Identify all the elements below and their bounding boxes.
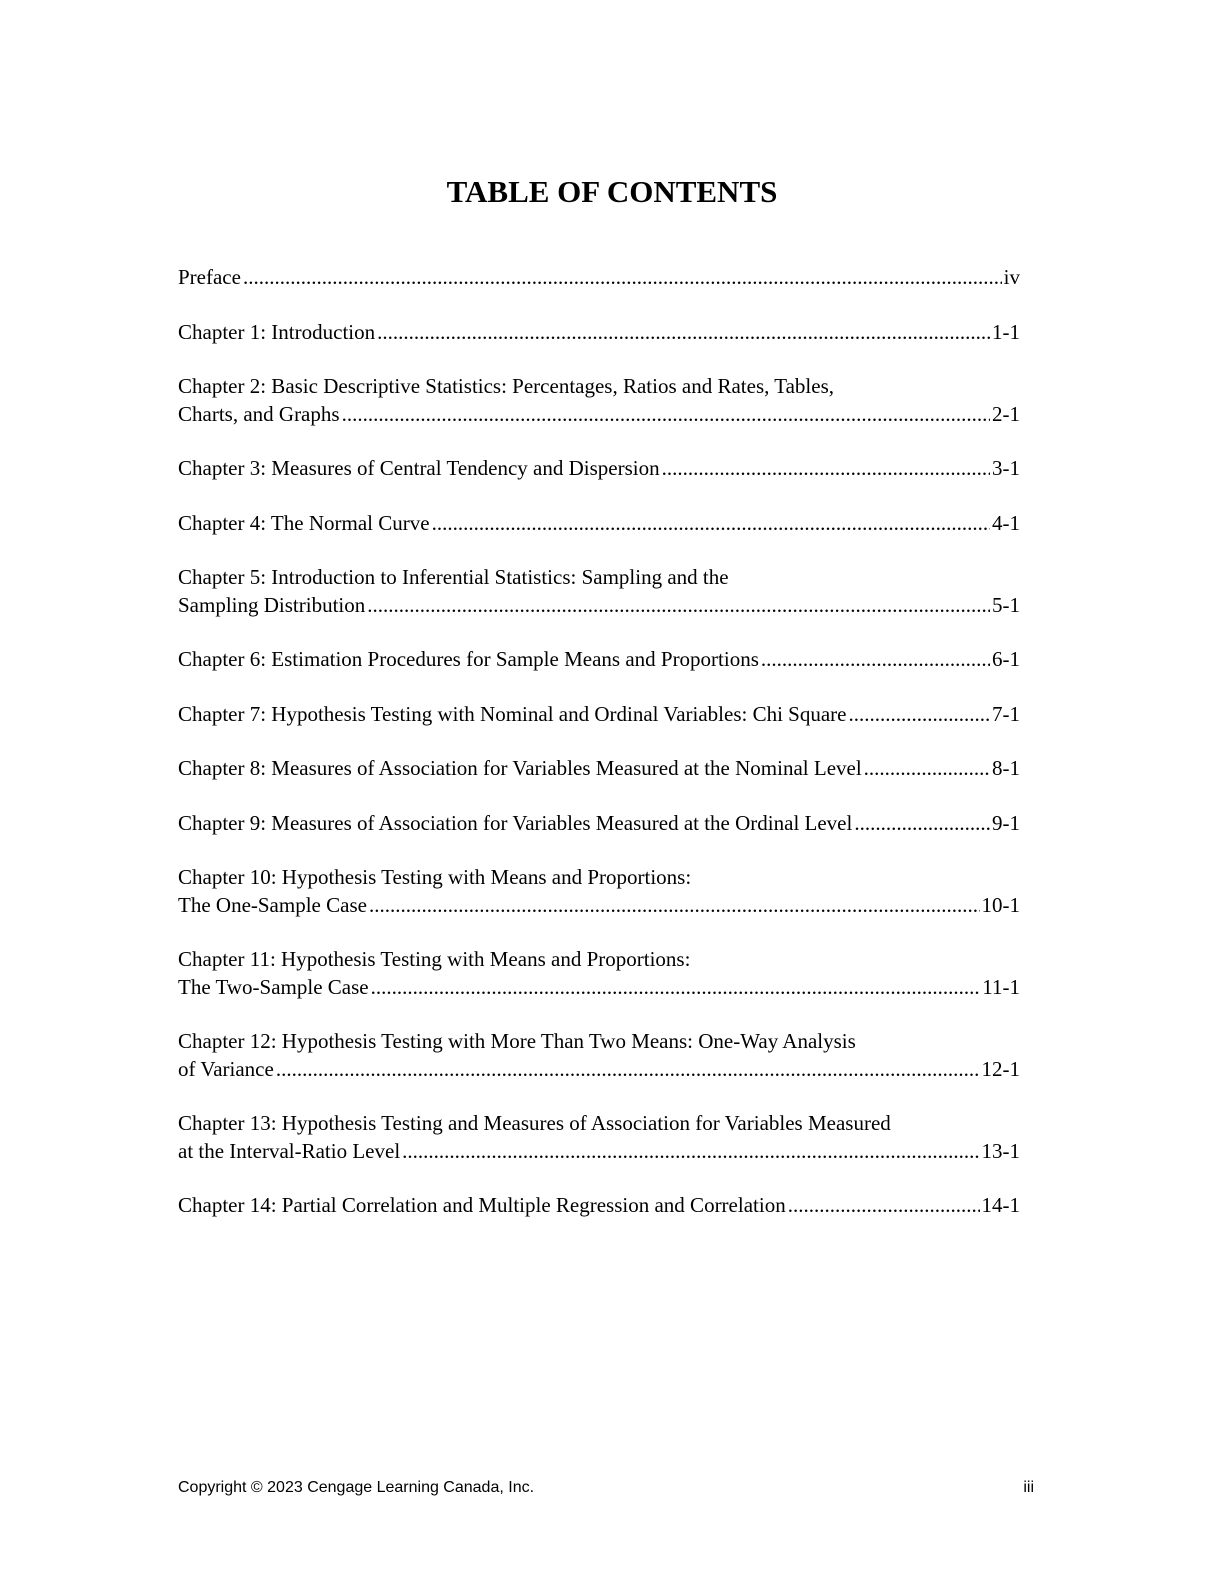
toc-entry-title-line: of Variance [178,1056,274,1081]
toc-entry-leader-row [178,974,1020,1002]
toc-entry-page: 1-1 [992,319,1020,344]
toc-entry-leader-row [178,1138,1020,1166]
page-number: iii [1023,1479,1034,1496]
toc-entry-page: 4-1 [992,510,1020,535]
dot-leader [369,892,980,920]
toc-entry-leader-row [178,646,1020,674]
dot-leader [243,264,1002,292]
toc-entry[interactable] [178,864,1020,919]
toc-entry-title-line: Chapter 2: Basic Descriptive Statistics: Percentages, Ratios and Rates, Tables, [178,374,834,398]
toc-entry-title-line: Chapter 9: Measures of Association for Variables Measured at the Ordinal Level [178,810,853,835]
dot-leader [864,755,990,783]
toc-entry[interactable] [178,510,1020,538]
toc-entry-page: 6-1 [992,647,1020,671]
toc-entry-title-line: at the Interval-Ratio Level [178,1138,401,1163]
toc-entry-title-line: Chapter 10: Hypothesis Testing with Means and Proportions: [178,865,692,889]
toc-entry-title-line: Charts, and Graphs [178,401,340,426]
dot-leader [377,319,990,347]
toc-entry-title-line: Chapter 13: Hypothesis Testing and Measures of Association for Variables Measured [178,1111,891,1135]
toc-entry-page: 8-1 [992,756,1020,780]
toc-entry-title-line: Chapter 3: Measures of Central Tendency and Dispersion [178,456,660,480]
toc-entry-page: iv [1003,265,1020,289]
toc-entry[interactable] [178,701,1020,729]
toc-entry-title-line: Chapter 4: The Normal Curve [178,510,430,535]
toc-entry-title-line: The One-Sample Case [178,892,367,917]
toc-entry-page: 12-1 [981,1056,1020,1081]
toc-entry-leader-row [178,755,1020,783]
toc-entry-title-line: Chapter 12: Hypothesis Testing with More Than Two Means: One-Way Analysis [178,1029,856,1053]
toc-entry-leader-row [178,1056,1020,1084]
toc-entry-page: 11-1 [982,974,1020,999]
toc-entry[interactable] [178,564,1020,619]
toc-entry-title-line: Preface [178,265,241,289]
toc-entry[interactable] [178,1192,1020,1220]
toc-entry-leader-row [178,510,1020,538]
toc-entry-title-line: Chapter 7: Hypothesis Testing with Nominal and Ordinal Variables: Chi Square [178,701,847,726]
toc-entry-leader-row [178,1192,1020,1220]
toc-entry[interactable] [178,455,1020,483]
dot-leader [662,455,990,483]
dot-leader [342,401,990,429]
toc-entry[interactable] [178,264,1020,292]
dot-leader [854,810,990,838]
page-title: TABLE OF CONTENTS [446,174,778,209]
toc-entry-title-line: Chapter 6: Estimation Procedures for Sample Means and Proportions [178,647,759,671]
toc-entry-title-line: Chapter 5: Introduction to Inferential Statistics: Sampling and the [178,565,729,589]
toc-entry-leader-row [178,592,1020,620]
toc-entry[interactable] [178,755,1020,783]
toc-entry-leader-row [178,401,1020,429]
toc-entry-page: 14-1 [981,1193,1020,1217]
toc-entry-title-line: The Two-Sample Case [178,974,369,999]
toc-entry-page: 3-1 [992,456,1020,480]
dot-leader [788,1192,980,1220]
toc-entry-leader-row [178,701,1020,729]
toc-entry[interactable] [178,810,1020,838]
toc-entry[interactable] [178,946,1020,1001]
toc-entry-title-line: Chapter 8: Measures of Association for Variables Measured at the Nominal Level [178,756,862,780]
toc-entry-title-line: Chapter 1: Introduction [178,319,376,344]
dot-leader [432,510,990,538]
toc-entry-page: 2-1 [992,401,1020,426]
toc-entry[interactable] [178,373,1020,428]
page-footer [178,1478,1034,1498]
dot-leader [367,592,990,620]
toc-entry-leader-row [178,319,1020,347]
dot-leader [371,974,981,1002]
table-of-contents [178,264,1020,1247]
toc-entry-page: 13-1 [981,1138,1020,1163]
copyright-notice: Copyright © 2023 Cengage Learning Canada, Inc. [178,1479,535,1496]
toc-entry-title-line: Sampling Distribution [178,592,366,617]
toc-entry-leader-row [178,264,1020,292]
toc-entry-leader-row [178,892,1020,920]
dot-leader [849,701,991,729]
toc-entry-page: 9-1 [992,810,1020,835]
toc-entry[interactable] [178,1028,1020,1083]
dot-leader [761,646,990,674]
toc-entry-page: 5-1 [992,592,1020,617]
toc-entry-page: 7-1 [992,701,1020,726]
toc-entry[interactable] [178,319,1020,347]
toc-entry-title-line: Chapter 11: Hypothesis Testing with Means and Proportions: [178,947,691,971]
toc-entry-page: 10-1 [981,892,1020,917]
toc-entry-title-line: Chapter 14: Partial Correlation and Multiple Regression and Correlation [178,1193,786,1217]
toc-entry-leader-row [178,455,1020,483]
toc-entry[interactable] [178,1110,1020,1165]
toc-entry[interactable] [178,646,1020,674]
dot-leader [402,1138,979,1166]
toc-entry-leader-row [178,810,1020,838]
dot-leader [276,1056,980,1084]
